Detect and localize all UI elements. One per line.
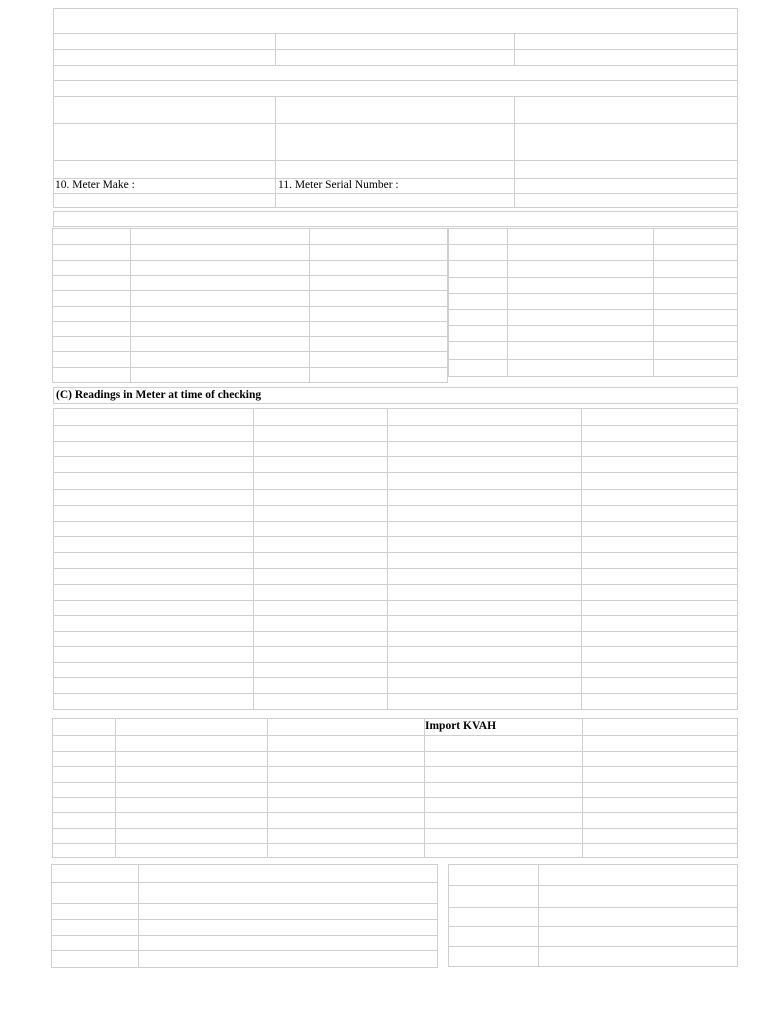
row-rule (53, 321, 447, 322)
col-rule (115, 719, 116, 857)
col-rule (514, 34, 515, 65)
section-b-heading-box (53, 211, 738, 227)
row-rule (449, 907, 737, 908)
row-rule (449, 309, 737, 310)
row-rule (54, 160, 737, 161)
col-rule (130, 229, 131, 382)
row-rule (54, 472, 737, 473)
row-rule (53, 367, 447, 368)
row-rule (53, 290, 447, 291)
row-rule (54, 96, 737, 97)
col-rule (309, 229, 310, 382)
row-rule (54, 123, 737, 124)
meter-readings-table (53, 408, 738, 710)
row-rule (449, 277, 737, 278)
row-rule (449, 325, 737, 326)
row-rule (54, 456, 737, 457)
row-rule (449, 926, 737, 927)
row-rule (52, 935, 437, 936)
col-rule (538, 865, 539, 966)
import-kvah-label: Import KVAH (425, 720, 497, 732)
form-title-box (53, 8, 738, 34)
row-rule (53, 735, 737, 736)
row-rule (53, 244, 447, 245)
row-rule (54, 646, 737, 647)
col-rule (253, 409, 254, 709)
row-rule (53, 751, 737, 752)
row-rule (54, 662, 737, 663)
col-rule (581, 409, 582, 709)
col-rule (267, 719, 268, 857)
row-rule (53, 306, 447, 307)
row-rule (54, 631, 737, 632)
row-rule (449, 885, 737, 886)
row-rule (54, 80, 737, 81)
meter-details-table-left (52, 228, 448, 383)
row-rule (54, 521, 737, 522)
row-rule (53, 843, 737, 844)
col-rule (275, 96, 276, 207)
section-c-heading: (C) Readings in Meter at time of checking (56, 389, 262, 401)
meter-serial-number-label: 11. Meter Serial Number : (278, 179, 399, 191)
row-rule (449, 293, 737, 294)
row-rule (53, 351, 447, 352)
col-rule (275, 34, 276, 65)
row-rule (54, 693, 737, 694)
row-rule (449, 341, 737, 342)
row-rule (53, 828, 737, 829)
row-rule (54, 489, 737, 490)
row-rule (54, 441, 737, 442)
row-rule (53, 336, 447, 337)
row-rule (52, 882, 437, 883)
meter-details-table-right (448, 228, 738, 377)
bottom-left-table (51, 864, 438, 968)
bottom-right-table (448, 864, 738, 967)
row-rule (449, 946, 737, 947)
row-rule (53, 275, 447, 276)
row-rule (54, 425, 737, 426)
row-rule (449, 244, 737, 245)
row-rule (54, 600, 737, 601)
col-rule (514, 96, 515, 207)
row-rule (54, 49, 737, 50)
row-rule (53, 812, 737, 813)
row-rule (54, 552, 737, 553)
row-rule (54, 615, 737, 616)
row-rule (52, 919, 437, 920)
col-rule (138, 865, 139, 967)
row-rule (54, 677, 737, 678)
row-rule (53, 260, 447, 261)
row-rule (449, 359, 737, 360)
col-rule (582, 719, 583, 857)
col-rule (424, 719, 425, 857)
row-rule (54, 536, 737, 537)
row-rule (54, 584, 737, 585)
row-rule (54, 65, 737, 66)
row-rule (53, 782, 737, 783)
energy-readings-table (52, 718, 738, 858)
row-rule (54, 505, 737, 506)
row-rule (52, 950, 437, 951)
meter-make-label: 10. Meter Make : (55, 179, 135, 191)
row-rule (53, 766, 737, 767)
col-rule (507, 229, 508, 376)
row-rule (52, 903, 437, 904)
row-rule (54, 568, 737, 569)
row-rule (53, 797, 737, 798)
col-rule (387, 409, 388, 709)
col-rule (653, 229, 654, 376)
row-rule (449, 260, 737, 261)
row-rule (54, 193, 737, 194)
